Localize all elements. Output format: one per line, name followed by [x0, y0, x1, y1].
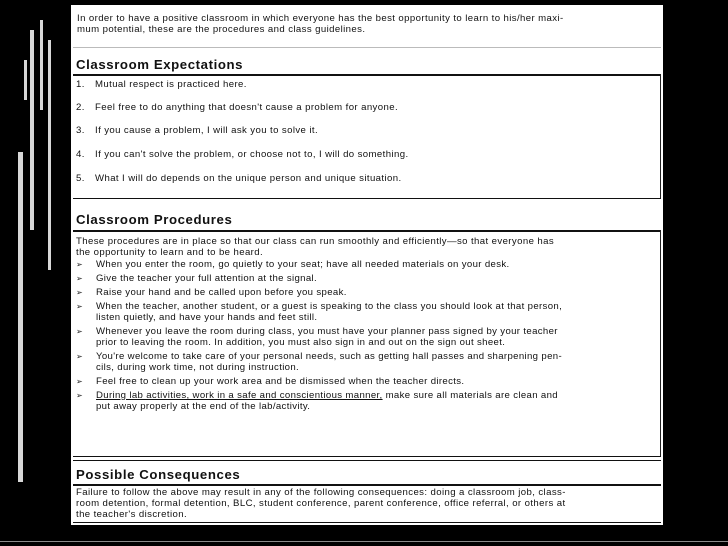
deco-bar — [18, 152, 23, 482]
section-rule — [73, 522, 661, 523]
section-rule — [73, 456, 661, 457]
arrow-bullet-icon: ➢ — [76, 352, 84, 361]
arrow-bullet-icon: ➢ — [76, 260, 84, 269]
box-border — [660, 230, 661, 457]
deco-bar — [24, 60, 27, 100]
section-title-consequences: Possible Consequences — [76, 467, 241, 482]
box-border — [660, 74, 661, 199]
document-page: In order to have a positive classroom in which everyone has the best opportunity to learn to his/her maxi- mum potential, these are the procedures and class guidelines. Classroom Expectations 1. Mutual respect is practiced here. 2. Feel free to do anything that doesn't cause a problem for anyone. 3. If you cause a problem, I will ask you to solve it. 4. If you can't solve the problem, or choose not to, I will do something. 5. What I will do depends on the unique person and unique situation. Classroom Procedures These procedures are in place so that our class can run smoothly and efficiently—so that everyone has the opportunity to learn and to be heard. ➢ When you enter the room, go quietly to your seat; have all needed materials on your desk. ➢ Give the teacher your full attention at the signal. ➢ Raise your hand and be called upon before you speak. ➢ When the teacher, another student, or a guest is speaking to the class you should look at that person, listen quietly, and have your hands and feet still. ➢ Whenever you leave the room during class, you must have your planner pass signed by your teacher prior to leaving the room. In addition, you must also sign in and out on the sign out sheet. ➢ You're welcome to take care of your personal needs, such as getting hall passes and sharpening pen- cils, during work time, not during instruction. ➢ Feel free to clean up your work area and be dismissed when the teacher directs. ➢ During lab activities, work in a safe and conscientious manner, make sure all materials are clean and put away properly at the end of the lab/activity. Possible Consequences Failure to follow the above may result in any of the following consequences: doing a classroom job, class- room detention, formal detention, BLC, student conference, parent conference, office referral, or others at the teacher's discretion. — [71, 5, 663, 525]
consequences-text: Failure to follow the above may result in any of the following consequences: doing a classroom job, class- room detention, formal detention, BLC, student conference, parent conference, office referral, or others at the teacher's discretion. — [76, 487, 566, 520]
intro-line: mum potential, these are the procedures and class guidelines. — [77, 24, 366, 35]
section-rule — [73, 198, 661, 199]
section-rule — [73, 230, 661, 232]
section-rule — [73, 74, 661, 76]
arrow-bullet-icon: ➢ — [76, 327, 84, 336]
arrow-bullet-icon: ➢ — [76, 391, 84, 400]
deco-bar — [30, 30, 34, 230]
arrow-bullet-icon: ➢ — [76, 377, 84, 386]
bottom-rule — [0, 541, 728, 542]
arrow-bullet-icon: ➢ — [76, 302, 84, 311]
deco-bar — [48, 40, 51, 270]
deco-bar — [40, 20, 43, 110]
intro-line: In order to have a positive classroom in which everyone has the best opportunity to learn to his/her maxi- — [77, 13, 564, 24]
section-title-expectations: Classroom Expectations — [76, 57, 244, 72]
intro-text — [73, 11, 661, 48]
arrow-bullet-icon: ➢ — [76, 288, 84, 297]
procedures-intro: These procedures are in place so that our class can run smoothly and efficiently—so that everyone has the opportunity to learn and to be heard. — [76, 236, 555, 258]
section-title-procedures: Classroom Procedures — [76, 212, 233, 227]
section-rule — [73, 484, 661, 486]
arrow-bullet-icon: ➢ — [76, 274, 84, 283]
section-rule — [73, 460, 661, 461]
slide-decoration — [0, 0, 70, 546]
